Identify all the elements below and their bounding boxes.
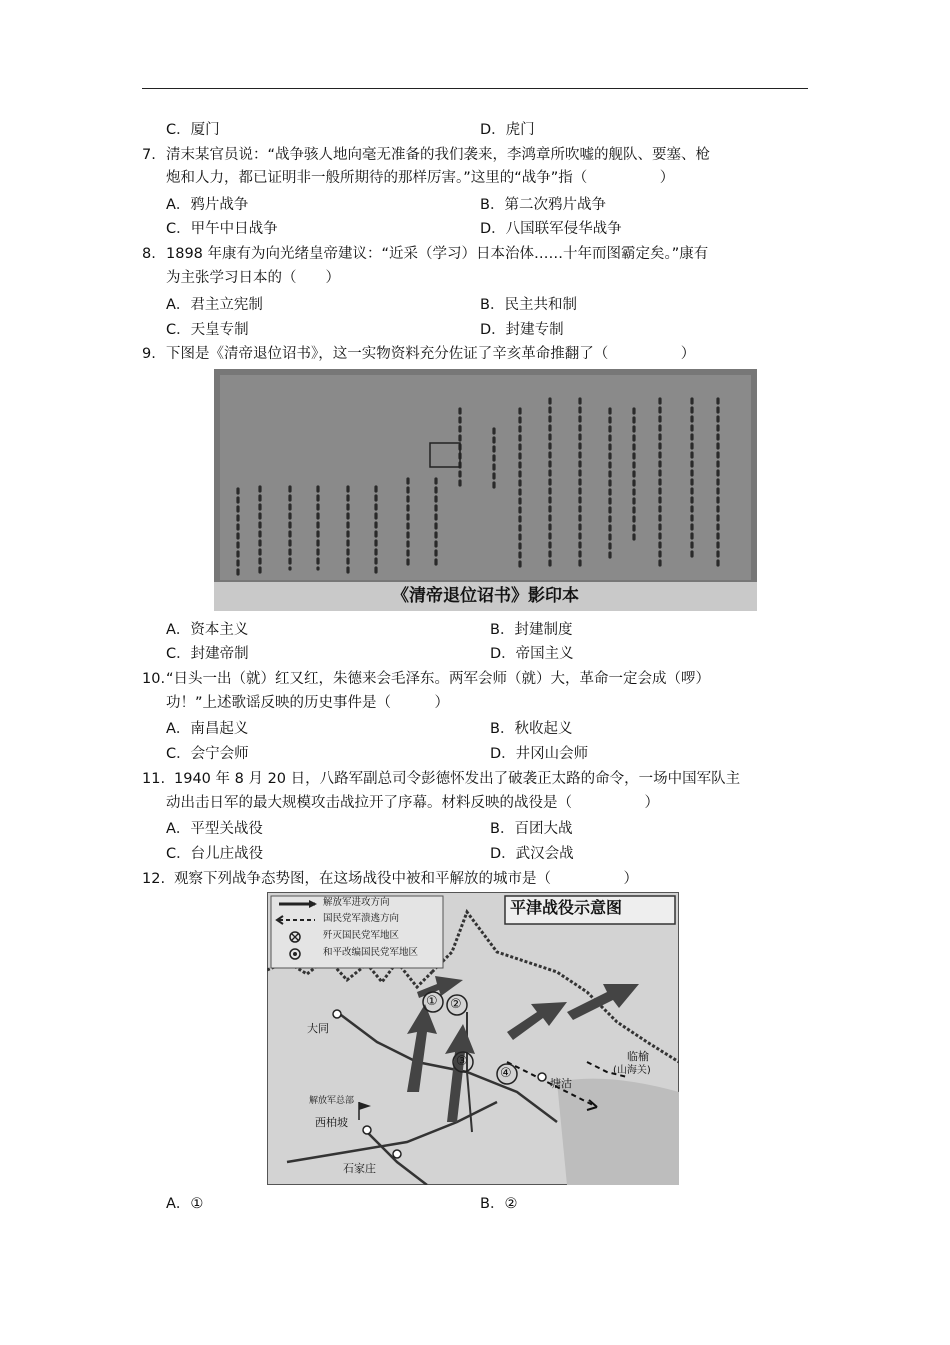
- q7-stem-line2: 炮和人力，都已证明非一般所期待的那样厉害。”这里的“战争”指（ ）: [166, 170, 675, 186]
- q8-stem-line1: 1898 年康有为向光绪皇帝建议：“近采（学习）日本治体……十年而图霸定矣。”康有: [166, 246, 709, 262]
- q12-option-b: B．②: [480, 1196, 518, 1212]
- header-rule: [142, 88, 808, 89]
- label-datong: 大同: [307, 1022, 329, 1035]
- q10-option-c: C．会宁会师: [166, 746, 249, 762]
- q8-option-a: A．君主立宪制: [166, 297, 263, 313]
- q8-stem-line2: 为主张学习日本的（ ）: [166, 270, 340, 286]
- legend-annihilated: 歼灭国民党军地区: [323, 930, 400, 941]
- q7-option-a: A．鸦片战争: [166, 197, 249, 213]
- q7-stem-line1: 清末某官员说：“战争骇人地向毫无准备的我们袭来，李鸿章所吹嘘的舰队、要塞、枪: [166, 147, 711, 163]
- marker-4: ④: [500, 1066, 512, 1081]
- q9-option-b: B．封建制度: [490, 622, 573, 638]
- q10-number: 10.: [142, 671, 166, 687]
- legend-attack: 解放军进攻方向: [323, 897, 390, 908]
- q12-option-a: A．①: [166, 1196, 204, 1212]
- q10-option-a: A．南昌起义: [166, 721, 249, 737]
- marker-3: ③: [456, 1054, 468, 1069]
- q8-option-b: B．民主共和制: [480, 297, 577, 313]
- marker-1: ①: [426, 994, 438, 1009]
- q8-option-d: D．封建专制: [480, 322, 564, 338]
- q7-option-c: C．甲午中日战争: [166, 221, 278, 237]
- q12-stem-line1: 观察下列战争态势图，在这场战役中被和平解放的城市是（ ）: [174, 871, 638, 887]
- pingjin-campaign-map: [267, 892, 679, 1185]
- label-linyu: 临榆: [627, 1050, 649, 1063]
- q11-number: 11.: [142, 771, 166, 787]
- q10-stem-line1: “日头一出（就）红又红，朱德来会毛泽东。两军会师（就）大，革命一定会成（啰）: [166, 671, 711, 687]
- q6-option-d: D．虎门: [480, 122, 535, 138]
- q11-stem-line2: 动出击日军的最大规模攻击战拉开了序幕。材料反映的战役是（ ）: [166, 795, 659, 811]
- q8-number: 8.: [142, 246, 156, 262]
- q9-option-c: C．封建帝制: [166, 646, 249, 662]
- q7-number: 7.: [142, 147, 156, 163]
- q11-option-c: C．台儿庄战役: [166, 846, 264, 862]
- label-tanggu: 塘沽: [550, 1077, 572, 1090]
- q9-option-a: A．资本主义: [166, 622, 249, 638]
- legend-retreat: 国民党军溃逃方向: [323, 913, 400, 924]
- q11-stem-line1: 1940 年 8 月 20 日，八路军副总司令彭德怀发出了破袭正太路的命令，一场中国军队主: [174, 771, 741, 787]
- marker-2: ②: [450, 997, 462, 1012]
- q11-option-b: B．百团大战: [490, 821, 573, 837]
- label-shanhaiguan: (山海关): [613, 1065, 651, 1076]
- q6-option-c: C．厦门: [166, 122, 220, 138]
- q11-option-a: A．平型关战役: [166, 821, 263, 837]
- label-hq: 解放军总部: [309, 1096, 355, 1106]
- q9-option-d: D．帝国主义: [490, 646, 574, 662]
- label-shijiazhuang: 石家庄: [343, 1162, 376, 1175]
- q7-option-d: D．八国联军侵华战争: [480, 221, 622, 237]
- q10-option-d: D．井冈山会师: [490, 746, 589, 762]
- label-xibaipo: 西柏坡: [315, 1116, 348, 1129]
- q8-option-c: C．天皇专制: [166, 322, 249, 338]
- legend-peaceful: 和平改编国民党军地区: [323, 947, 419, 958]
- q10-stem-line2: 功！”上述歌谣反映的历史事件是（ ）: [166, 695, 450, 711]
- q12-number: 12.: [142, 871, 166, 887]
- abdication-edict-image: [214, 369, 757, 611]
- q11-option-d: D．武汉会战: [490, 846, 574, 862]
- q9-number: 9.: [142, 346, 156, 362]
- q10-option-b: B．秋收起义: [490, 721, 573, 737]
- q9-stem-line1: 下图是《清帝退位诏书》，这一实物资料充分佐证了辛亥革命推翻了（ ）: [166, 346, 696, 362]
- edict-caption: 《清帝退位诏书》影印本: [392, 586, 579, 606]
- map-title: 平津战役示意图: [510, 898, 623, 917]
- q7-option-b: B．第二次鸦片战争: [480, 197, 606, 213]
